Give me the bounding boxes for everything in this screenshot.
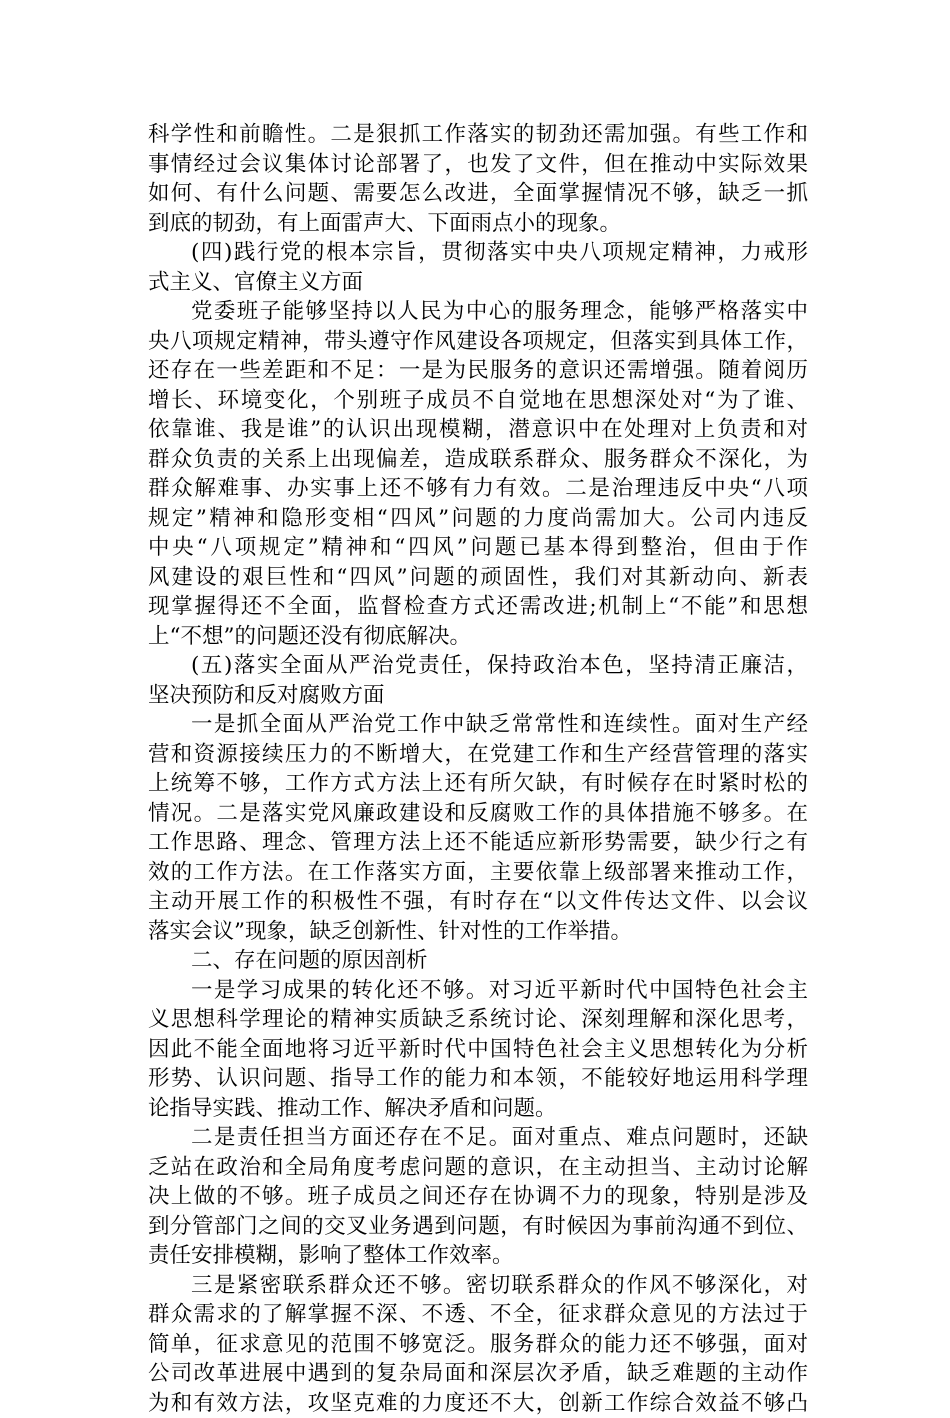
- text-line: 乏站在政治和全局角度考虑问题的意识，在主动担当、主动讨论解: [148, 1153, 808, 1183]
- text-line: 一是抓全面从严治党工作中缺乏常常性和连续性。面对生产经: [148, 710, 808, 740]
- paragraph: [148, 1123, 808, 1271]
- text-line: 上统筹不够，工作方式方法上还有所欠缺，有时候存在时紧时松的: [148, 769, 808, 799]
- text-line: 规定”精神和隐形变相“四风”问题的力度尚需加大。公司内违反: [148, 504, 808, 534]
- text-line: 效的工作方法。在工作落实方面，主要依靠上级部署来推动工作，: [148, 858, 808, 888]
- text-line: 责任安排模糊，影响了整体工作效率。: [148, 1241, 808, 1271]
- text-line: 决上做的不够。班子成员之间还存在协调不力的现象，特别是涉及: [148, 1182, 808, 1212]
- paragraph: [148, 651, 808, 710]
- text-line: 三是紧密联系群众还不够。密切联系群众的作风不够深化，对: [148, 1271, 808, 1301]
- text-line: 情况。二是落实党风廉政建设和反腐败工作的具体措施不够多。在: [148, 799, 808, 829]
- text-line: 为和有效方法，攻坚克难的力度还不大，创新工作综合效益不够凸: [148, 1389, 808, 1418]
- text-line: 形势、认识问题、指导工作的能力和本领，不能较好地运用科学理: [148, 1064, 808, 1094]
- text-line: 现掌握得还不全面，监督检查方式还需改进;机制上“不能”和思想: [148, 592, 808, 622]
- text-line: 群众需求的了解掌握不深、不透、不全，征求群众意见的方法过于: [148, 1300, 808, 1330]
- text-line: 二、存在问题的原因剖析: [148, 946, 808, 976]
- text-line: 落实会议”现象，缺乏创新性、针对性的工作举措。: [148, 917, 808, 947]
- paragraph: [148, 120, 808, 238]
- paragraph: [148, 1271, 808, 1418]
- text-line: 式主义、官僚主义方面: [148, 268, 808, 298]
- text-line: 论指导实践、推动工作、解决矛盾和问题。: [148, 1094, 808, 1124]
- text-line: 坚决预防和反对腐败方面: [148, 681, 808, 711]
- text-line: 一是学习成果的转化还不够。对习近平新时代中国特色社会主: [148, 976, 808, 1006]
- text-line: 群众负责的关系上出现偏差，造成联系群众、服务群众不深化，为: [148, 445, 808, 475]
- text-line: 主动开展工作的积极性不强，有时存在“以文件传达文件、以会议: [148, 887, 808, 917]
- text-line: 到底的韧劲，有上面雷声大、下面雨点小的现象。: [148, 209, 808, 239]
- text-line: 央八项规定精神，带头遵守作风建设各项规定，但落实到具体工作，: [148, 327, 808, 357]
- text-line: 中央“八项规定”精神和“四风”问题已基本得到整治，但由于作: [148, 533, 808, 563]
- text-line: (五)落实全面从严治党责任，保持政治本色，坚持清正廉洁，: [148, 651, 808, 681]
- text-line: 公司改革进展中遇到的复杂局面和深层次矛盾，缺乏难题的主动作: [148, 1359, 808, 1389]
- text-line: 营和资源接续压力的不断增大，在党建工作和生产经营管理的落实: [148, 740, 808, 770]
- text-line: 增长、环境变化，个别班子成员不自觉地在思想深处对“为了谁、: [148, 386, 808, 416]
- paragraph: [148, 976, 808, 1124]
- text-line: 工作思路、理念、管理方法上还不能适应新形势需要，缺少行之有: [148, 828, 808, 858]
- text-line: 事情经过会议集体讨论部署了，也发了文件，但在推动中实际效果: [148, 150, 808, 180]
- text-line: 到分管部门之间的交叉业务遇到问题，有时候因为事前沟通不到位、: [148, 1212, 808, 1242]
- text-line: 党委班子能够坚持以人民为中心的服务理念，能够严格落实中: [148, 297, 808, 327]
- document-body: [148, 120, 808, 1418]
- text-line: 科学性和前瞻性。二是狠抓工作落实的韧劲还需加强。有些工作和: [148, 120, 808, 150]
- text-line: 义思想科学理论的精神实质缺乏系统讨论、深刻理解和深化思考，: [148, 1005, 808, 1035]
- text-line: 因此不能全面地将习近平新时代中国特色社会主义思想转化为分析: [148, 1035, 808, 1065]
- text-line: 依靠谁、我是谁”的认识出现模糊，潜意识中在处理对上负责和对: [148, 415, 808, 445]
- text-line: 如何、有什么问题、需要怎么改进，全面掌握情况不够，缺乏一抓: [148, 179, 808, 209]
- paragraph: [148, 238, 808, 297]
- text-line: 风建设的艰巨性和“四风”问题的顽固性，我们对其新动向、新表: [148, 563, 808, 593]
- paragraph: [148, 946, 808, 976]
- text-line: 群众解难事、办实事上还不够有力有效。二是治理违反中央“八项: [148, 474, 808, 504]
- text-line: 二是责任担当方面还存在不足。面对重点、难点问题时，还缺: [148, 1123, 808, 1153]
- text-line: 还存在一些差距和不足：一是为民服务的意识还需增强。随着阅历: [148, 356, 808, 386]
- text-line: 上“不想”的问题还没有彻底解决。: [148, 622, 808, 652]
- text-line: 简单，征求意见的范围不够宽泛。服务群众的能力还不够强，面对: [148, 1330, 808, 1360]
- paragraph: [148, 297, 808, 651]
- paragraph: [148, 710, 808, 946]
- text-line: (四)践行党的根本宗旨，贯彻落实中央八项规定精神，力戒形: [148, 238, 808, 268]
